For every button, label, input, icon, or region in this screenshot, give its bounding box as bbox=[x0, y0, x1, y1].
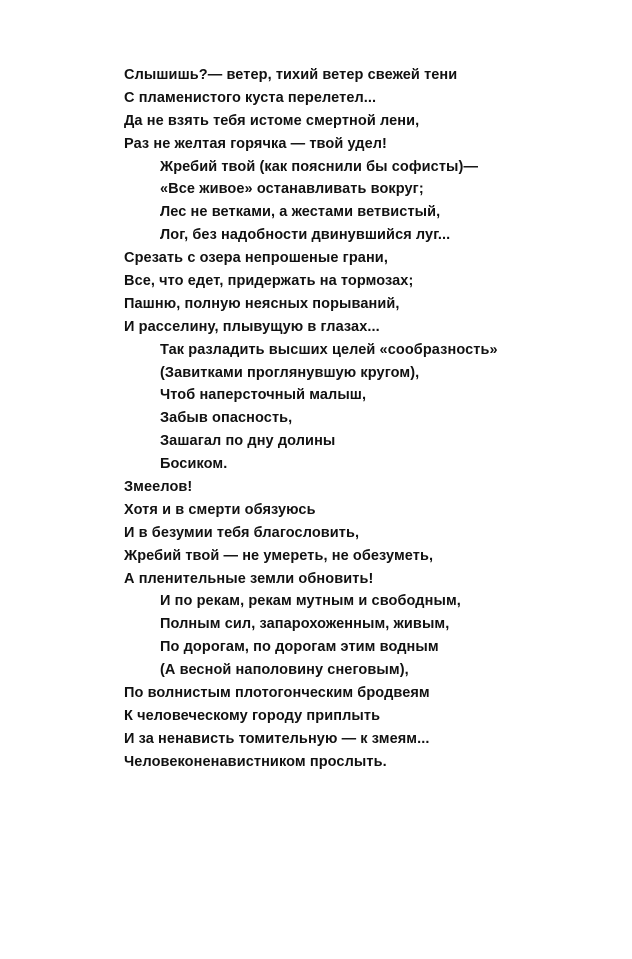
poem-line: Лес не ветками, а жестами ветвистый, bbox=[160, 204, 441, 221]
poem-line: С пламенистого куста перелетел... bbox=[124, 89, 377, 106]
poem-line: Хотя и в смерти обязуюсь bbox=[124, 501, 316, 518]
poem-line: Змеелов! bbox=[124, 479, 193, 496]
poem-line: Босиком. bbox=[160, 456, 228, 473]
poem-line: И расселину, плывущую в глазах... bbox=[124, 318, 380, 335]
poem-line: Лог, без надобности двинувшийся луг... bbox=[160, 227, 451, 244]
poem-line: Чтоб наперсточный малыш, bbox=[160, 387, 367, 404]
poem-line: Все, что едет, придержать на тормозах; bbox=[124, 273, 414, 290]
poem-line: Полным сил, запарохоженным, живым, bbox=[160, 616, 450, 633]
poem-line: По волнистым плотогонческим бродвеям bbox=[124, 685, 430, 702]
poem-line: Так разладить высших целей «сообразность» bbox=[160, 341, 498, 358]
poem-line: (А весной наполовину снеговым), bbox=[160, 662, 409, 679]
poem-line: Срезать с озера непрошеные грани, bbox=[124, 250, 388, 267]
poem-line: «Все живое» останавливать вокруг; bbox=[160, 181, 424, 198]
poem-line: Забыв опасность, bbox=[160, 410, 293, 427]
poem-line: К человеческому городу приплыть bbox=[124, 707, 381, 724]
poem-line: Пашню, полную неясных порываний, bbox=[124, 295, 400, 312]
poem-line: И за ненависть томительную — к змеям... bbox=[124, 730, 430, 747]
poem-line: Зашагал по дну долины bbox=[160, 433, 336, 450]
poem-line: Да не взять тебя истоме смертной лени, bbox=[124, 112, 420, 129]
poem-line: Жребий твой — не умереть, не обезуметь, bbox=[124, 547, 434, 564]
poem-line: Раз не желтая горячка — твой удел! bbox=[124, 135, 387, 152]
poem-text bbox=[124, 64, 574, 774]
poem-line: И в безумии тебя благословить, bbox=[124, 524, 360, 541]
poem-line: По дорогам, по дорогам этим водным bbox=[160, 639, 439, 656]
poem-line: И по рекам, рекам мутным и свободным, bbox=[160, 593, 461, 610]
poem-line: Человеконенавистником прослыть. bbox=[124, 753, 387, 770]
poem-line: Жребий твой (как пояснили бы софисты)— bbox=[160, 158, 479, 175]
poem-line: (Завитками проглянувшую кругом), bbox=[160, 364, 420, 381]
poem-line: Слышишь?— ветер, тихий ветер свежей тени bbox=[124, 67, 458, 83]
poem-line: А пленительные земли обновить! bbox=[124, 570, 374, 587]
